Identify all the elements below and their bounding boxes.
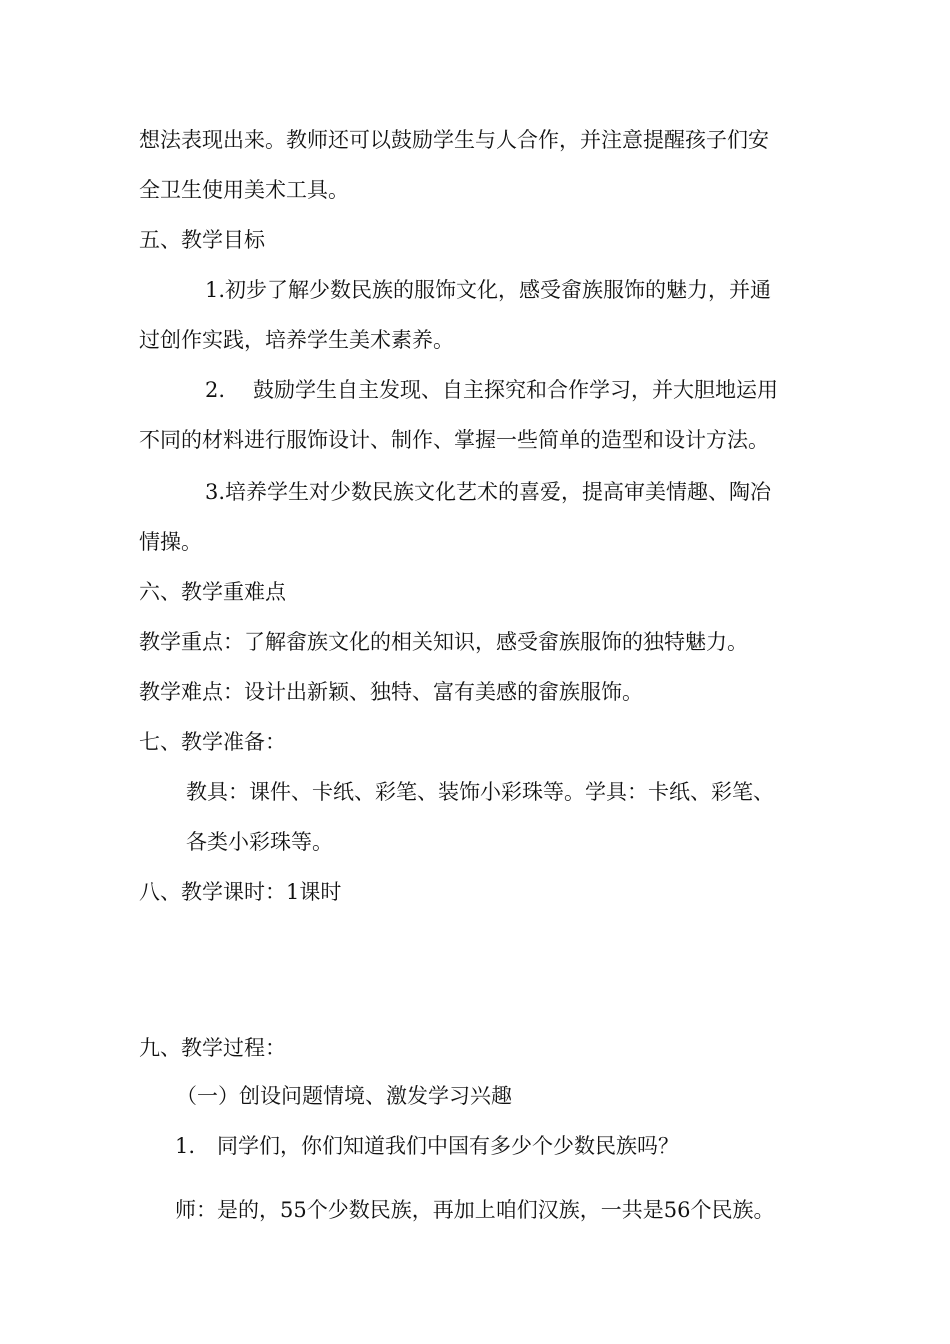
text-line: 教学难点：设计出新颖、独特、富有美感的畲族服饰。 [139,680,643,704]
heading-text: 五、教学目标 [139,228,265,252]
text-line: 不同的材料进行服饰设计、制作、掌握一些简单的造型和设计方法。 [139,428,769,452]
paragraph-line [139,326,454,354]
text-line: 想法表现出来。教师还可以鼓励学生与人合作，并注意提醒孩子们安 [139,128,769,152]
section-heading-five [139,226,265,254]
heading-text: 八、教学课时：1课时 [139,880,342,904]
text-line: 教学重点：了解畲族文化的相关知识，感受畲族服饰的独特魅力。 [139,630,748,654]
text-line: 情操。 [139,530,202,554]
text-line: 全卫生使用美术工具。 [139,178,349,202]
objective-item-3 [205,478,771,506]
section-heading-nine [139,1034,286,1062]
list-number: 2. [205,378,226,402]
text-line: 同学们，你们知道我们中国有多少个少数民族吗？ [217,1134,680,1158]
text-line: 3.培养学生对少数民族文化艺术的喜爱，提高审美情趣、陶冶 [205,480,772,504]
heading-text: 九、教学过程： [139,1036,286,1060]
teacher-line [175,1196,774,1224]
paragraph-line [139,426,769,454]
text-line: 各类小彩珠等。 [186,830,333,854]
text-line: 教具：课件、卡纸、彩笔、装饰小彩珠等。学具：卡纸、彩笔、 [186,780,774,804]
section-heading-six [139,578,286,606]
text-line: 过创作实践，培养学生美术素养。 [139,328,454,352]
paragraph-line [139,528,202,556]
text-line: 鼓励学生自主发现、自主探究和合作学习，并大胆地运用 [253,378,779,402]
process-item-1 [175,1132,679,1160]
text-line: 师：是的，55个少数民族，再加上咱们汉族，一共是56个民族。 [175,1198,775,1222]
objective-item-2 [205,376,778,404]
materials-line [186,778,774,806]
paragraph-line [139,126,769,154]
key-point-line [139,628,748,656]
list-number: 1. [175,1134,196,1158]
paragraph-line [139,176,349,204]
heading-text: 六、教学重难点 [139,580,286,604]
section-heading-seven [139,728,286,756]
materials-line [186,828,333,856]
heading-text: 七、教学准备： [139,730,286,754]
heading-text: （一）创设问题情境、激发学习兴趣 [176,1084,512,1108]
text-line: 1.初步了解少数民族的服饰文化，感受畲族服饰的魅力，并通 [205,278,772,302]
difficult-point-line [139,678,643,706]
objective-item-1 [205,276,771,304]
subsection-heading [176,1082,512,1110]
section-heading-eight [139,878,341,906]
